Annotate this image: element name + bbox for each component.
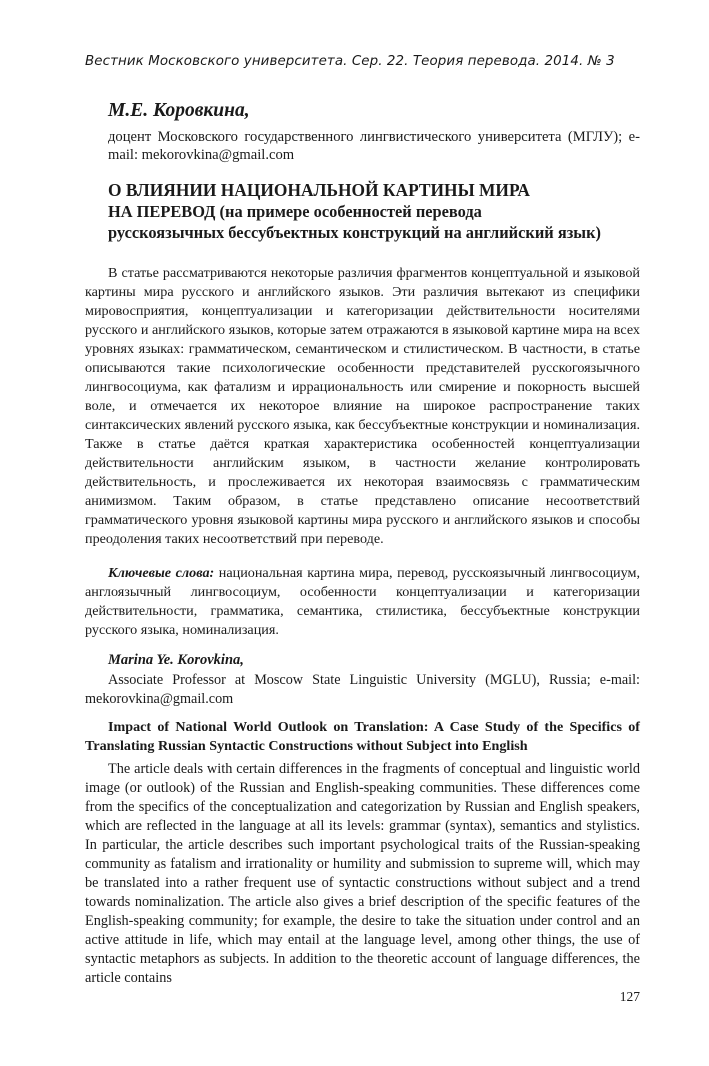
article-title-en: Impact of National World Outlook on Translation: A Case Study of the Specifics of Translating Russian Syntactic Constructions without Subject into English bbox=[85, 719, 640, 754]
article-title-ru-line-3: русскоязычных бессубъектных конструкций на английский язык) bbox=[108, 223, 601, 242]
journal-header: Вестник Московского университета. Сер. 22. Теория перевода. 2014. № 3 bbox=[85, 54, 615, 69]
author-name-en: Marina Ye. Korovkina, bbox=[108, 652, 244, 668]
article-title-ru-line-1: О ВЛИЯНИИ НАЦИОНАЛЬНОЙ КАРТИНЫ МИРА bbox=[108, 180, 530, 200]
keywords-label: Ключевые слова: bbox=[108, 565, 215, 581]
article-title-ru bbox=[108, 180, 640, 243]
author-name-ru: М.Е. Коровкина, bbox=[108, 100, 250, 121]
author-affiliation-en: Associate Professor at Moscow State Linguistic University (MGLU), Russia; e-mail: mekorovkina@gmail.com bbox=[85, 672, 640, 707]
abstract-en: The article deals with certain differences in the fragments of conceptual and linguistic world image (or outlook) of the Russian and English-speaking communities. These differences come from the specifics of the conceptualization and categorization by Russian and English speakers, which are reflected in the language at all its levels: grammar (syntax), semantics and stylistics. In particular, the article describes such important psychological traits of the Russian-speaking community as fatalism and irrationality or humility and submission to supreme will, which may be translated into a rather frequent use of syntactic constructions without subject and a trend towards nominalization. The article also gives a brief description of the specific features of the English-speaking community; for example, the desire to take the situation under control and an active attitude in life, which may entail at the language level, among other things, the use of syntactic metaphors as subjects. In addition to the theoretic account of language differences, the article contains bbox=[85, 761, 640, 986]
author-affiliation-ru: доцент Московского государственного лингвистического университета (МГЛУ); e-mail: mekorovkina@gmail.com bbox=[108, 129, 640, 163]
page-number: 127 bbox=[619, 989, 640, 1004]
article-title-ru-line-2: НА ПЕРЕВОД (на примере особенностей перевода bbox=[108, 202, 482, 221]
keywords-list: национальная картина мира, перевод, русскоязычный лингвосоциум, англоязычный лингвосоциум, особенности концептуализации и категоризации действительности, грамматика, семантика, стилистика, бессубъектные конструкции русского языка, номинализация. bbox=[85, 565, 640, 638]
keywords-ru bbox=[85, 564, 640, 640]
abstract-ru: В статье рассматриваются некоторые различия фрагментов концептуальной и языковой картины мира русского и английского языков. Эти различия вытекают из специфики мировосприятия, концептуализации и категоризации действительности носителями русского и английского языков, которые затем отражаются в языковой картине мира на всех уровнях языках: грамматическом, семантическом и стилистическом. В частности, в статье описываются такие психологические особенности представителей русскогоязычного лингвосоциума, как фатализм и иррациональность или смирение и покорность высшей воле, и отмечается их некоторое влияние на широкое распространение таких синтаксических явлений русского языка, как бессубъектные конструкции и номинализация. Также в статье даётся краткая характеристика особенностей концептуализации действительности английским языком, в частности желание контролировать действительность, и прослеживается их некоторая взаимосвязь с грамматическим анимизмом. Таким образом, в статье представлено описание несоответствий грамматического уровня языковой картины мира русского и английского языков и способы преодоления таких несоответствий при переводе. bbox=[85, 265, 640, 547]
